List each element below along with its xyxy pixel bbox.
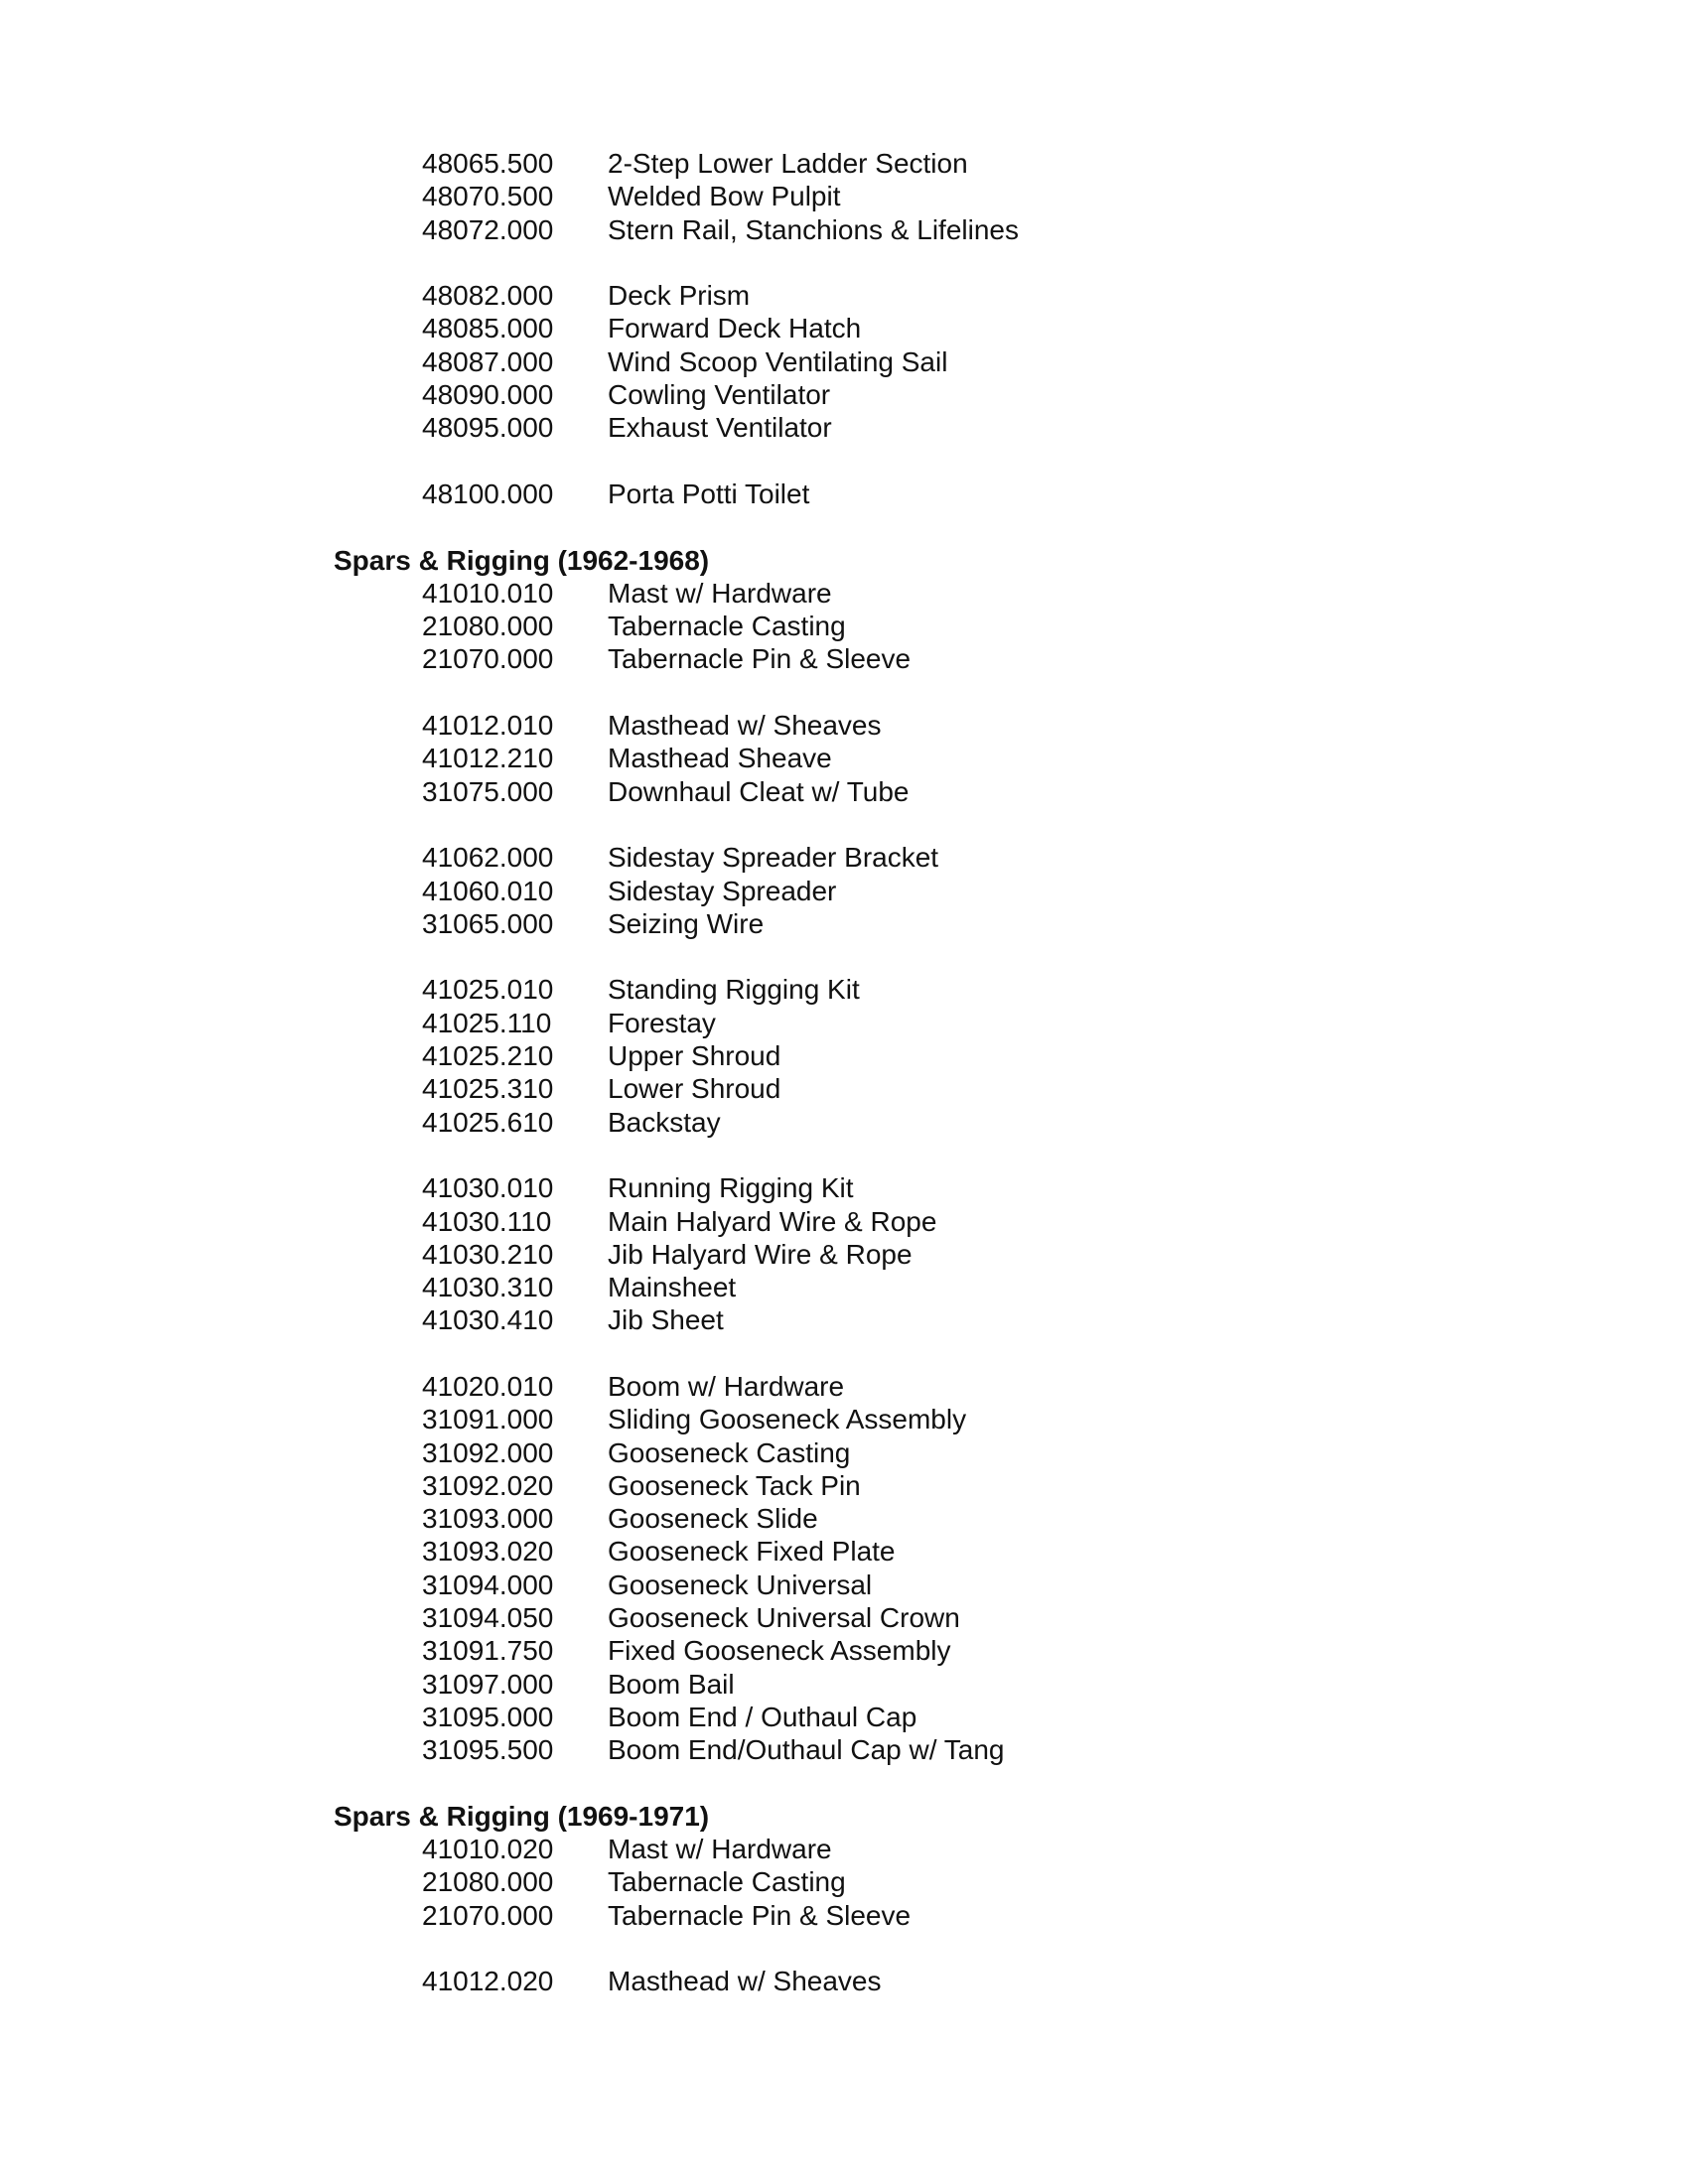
part-description: Sidestay Spreader Bracket [608,842,939,874]
part-description: Tabernacle Pin & Sleeve [608,643,912,675]
part-row [0,577,1688,610]
part-description: Fixed Gooseneck Assembly [608,1635,951,1667]
part-description: Gooseneck Casting [608,1436,851,1468]
part-row [0,1668,1688,1701]
part-number: 41025.010 [422,974,554,1006]
part-number: 41025.110 [422,1007,552,1038]
part-row [0,1569,1688,1601]
spacer [0,808,1688,841]
part-description: Wind Scoop Ventilating Sail [608,345,948,377]
part-row [0,875,1688,907]
part-number: 41030.010 [422,1172,554,1204]
part-description: Main Halyard Wire & Rope [608,1205,937,1237]
part-description: Gooseneck Slide [608,1503,818,1535]
part-description: Jib Halyard Wire & Rope [608,1238,913,1270]
part-row [0,610,1688,642]
part-description: Upper Shroud [608,1040,781,1072]
part-row [0,1502,1688,1535]
part-description: Gooseneck Tack Pin [608,1469,861,1501]
section-heading: Spars & Rigging (1962-1968) [334,544,710,576]
part-number: 48082.000 [422,280,554,312]
part-description: Boom w/ Hardware [608,1370,845,1402]
part-description: Tabernacle Pin & Sleeve [608,1899,912,1931]
part-description: 2-Step Lower Ladder Section [608,148,968,179]
part-description: Exhaust Ventilator [608,412,832,444]
part-row [0,841,1688,874]
part-number: 31093.000 [422,1503,554,1535]
part-description: Lower Shroud [608,1073,781,1105]
part-row [0,1701,1688,1733]
spacer [0,940,1688,973]
part-description: Boom End / Outhaul Cap [608,1701,917,1732]
part-row [0,1303,1688,1336]
part-row [0,642,1688,675]
part-description: Gooseneck Universal [608,1569,873,1600]
part-description: Cowling Ventilator [608,379,831,411]
part-number: 41030.410 [422,1304,554,1336]
part-row [0,1634,1688,1667]
part-row [0,742,1688,774]
part-number: 31065.000 [422,907,554,939]
part-description: Masthead w/ Sheaves [608,1966,882,1997]
spacer [0,1767,1688,1800]
part-number: 41020.010 [422,1370,554,1402]
part-number: 48085.000 [422,313,554,344]
part-description: Tabernacle Casting [608,1866,846,1898]
part-number: 31091.750 [422,1635,554,1667]
part-number: 31091.000 [422,1404,554,1435]
part-number: 48095.000 [422,412,554,444]
part-row [0,345,1688,378]
part-number: 31095.500 [422,1734,554,1766]
part-number: 31093.020 [422,1536,554,1568]
part-row [0,1436,1688,1469]
part-number: 21070.000 [422,1899,554,1931]
part-number: 31095.000 [422,1701,554,1732]
part-description: Seizing Wire [608,907,765,939]
part-number: 31094.000 [422,1569,554,1600]
part-row [0,775,1688,808]
part-row [0,709,1688,742]
part-description: Sliding Gooseneck Assembly [608,1404,967,1435]
part-description: Gooseneck Fixed Plate [608,1536,896,1568]
part-number: 31092.020 [422,1469,554,1501]
part-row [0,1601,1688,1634]
part-row [0,1106,1688,1139]
part-number: 31097.000 [422,1668,554,1700]
part-number: 41012.210 [422,743,554,774]
part-description: Standing Rigging Kit [608,974,860,1006]
part-description: Backstay [608,1106,721,1138]
spacer [0,445,1688,478]
spacer [0,1337,1688,1370]
part-number: 41012.020 [422,1966,554,1997]
part-row [0,1271,1688,1303]
spacer [0,676,1688,709]
part-description: Mast w/ Hardware [608,577,832,609]
part-number: 21080.000 [422,611,554,642]
part-description: Running Rigging Kit [608,1172,854,1204]
part-description: Boom Bail [608,1668,735,1700]
parts-list [0,147,1688,1998]
part-row [0,907,1688,940]
part-number: 21070.000 [422,643,554,675]
section-heading-row [0,544,1688,577]
part-row [0,1899,1688,1932]
part-row [0,1039,1688,1072]
part-row [0,973,1688,1006]
part-number: 41010.020 [422,1834,554,1865]
part-number: 41030.110 [422,1205,552,1237]
part-row [0,1072,1688,1105]
part-row [0,1007,1688,1039]
part-number: 48100.000 [422,478,554,509]
part-number: 41030.210 [422,1238,554,1270]
part-number: 41010.010 [422,577,554,609]
part-row [0,147,1688,180]
part-description: Masthead w/ Sheaves [608,710,882,742]
part-number: 48090.000 [422,379,554,411]
part-number: 41062.000 [422,842,554,874]
spacer [0,1139,1688,1171]
part-number: 41025.210 [422,1040,554,1072]
part-row [0,213,1688,246]
part-row [0,312,1688,344]
part-row [0,1469,1688,1502]
section-heading: Spars & Rigging (1969-1971) [334,1800,710,1832]
part-number: 48072.000 [422,213,554,245]
part-description: Boom End/Outhaul Cap w/ Tang [608,1734,1005,1766]
section-heading-row [0,1800,1688,1833]
spacer [0,1932,1688,1965]
part-row [0,1733,1688,1766]
part-description: Jib Sheet [608,1304,724,1336]
part-row [0,1238,1688,1271]
part-row [0,1965,1688,1997]
part-description: Mast w/ Hardware [608,1834,832,1865]
part-description: Masthead Sheave [608,743,832,774]
part-description: Forward Deck Hatch [608,313,862,344]
part-row [0,1205,1688,1238]
part-description: Stern Rail, Stanchions & Lifelines [608,213,1019,245]
part-row [0,378,1688,411]
part-description: Downhaul Cleat w/ Tube [608,775,910,807]
part-description: Welded Bow Pulpit [608,181,841,212]
part-row [0,478,1688,510]
part-number: 48065.500 [422,148,554,179]
part-row [0,1403,1688,1435]
part-number: 48070.500 [422,181,554,212]
part-description: Mainsheet [608,1272,737,1303]
part-description: Gooseneck Universal Crown [608,1602,960,1634]
spacer [0,246,1688,279]
part-row [0,180,1688,212]
part-number: 48087.000 [422,345,554,377]
part-row [0,1171,1688,1204]
part-number: 31094.050 [422,1602,554,1634]
part-number: 21080.000 [422,1866,554,1898]
part-row [0,1535,1688,1568]
part-row [0,1370,1688,1403]
part-number: 41025.610 [422,1106,554,1138]
spacer [0,510,1688,543]
part-row [0,411,1688,444]
part-number: 41030.310 [422,1272,554,1303]
part-description: Forestay [608,1007,716,1038]
part-description: Deck Prism [608,280,751,312]
part-description: Porta Potti Toilet [608,478,810,509]
part-number: 31092.000 [422,1436,554,1468]
part-number: 41060.010 [422,875,554,906]
part-row [0,279,1688,312]
part-description: Sidestay Spreader [608,875,837,906]
part-number: 41012.010 [422,710,554,742]
part-number: 31075.000 [422,775,554,807]
part-number: 41025.310 [422,1073,554,1105]
part-description: Tabernacle Casting [608,611,846,642]
part-row [0,1865,1688,1898]
part-row [0,1833,1688,1865]
